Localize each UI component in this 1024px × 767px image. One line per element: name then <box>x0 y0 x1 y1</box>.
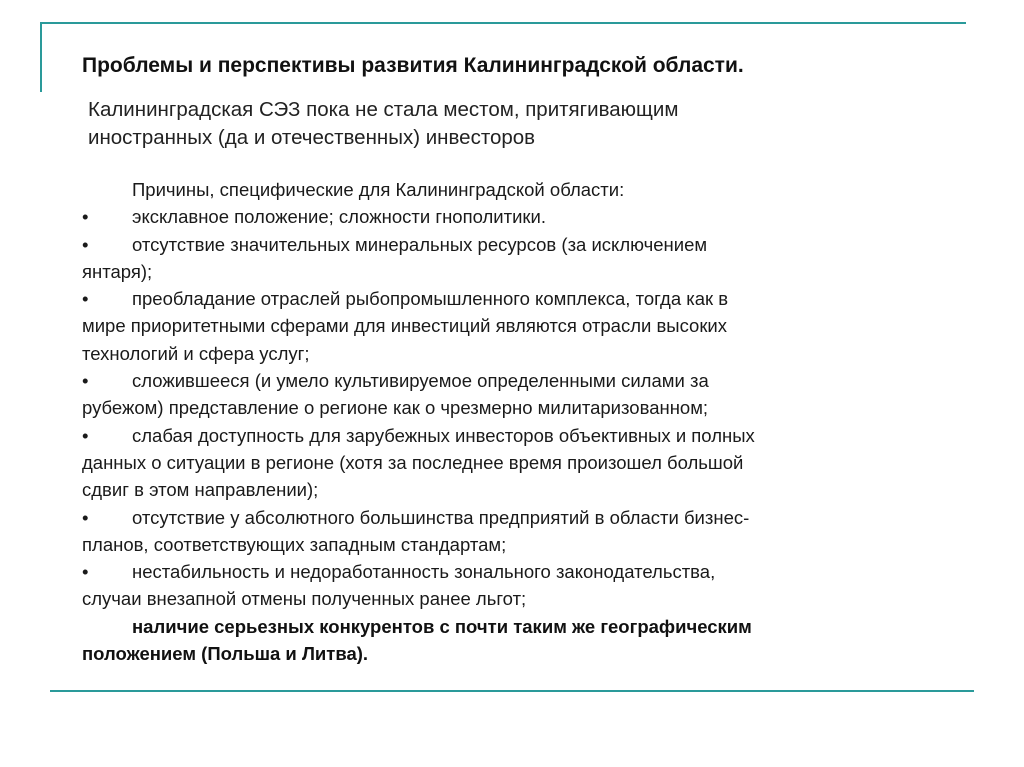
list-item-continuation: сдвиг в этом направлении); <box>82 479 319 501</box>
list-item-continuation: технологий и сфера услуг; <box>82 342 310 364</box>
list-item-continuation: мире приоритетными сферами для инвестиций являются отрасли высоких <box>82 315 728 337</box>
bullet-icon: • <box>82 424 89 446</box>
list-item-continuation: рубежом) представление о регионе как о чрезмерно милитаризованном; <box>82 397 709 419</box>
reasons-list <box>82 176 932 667</box>
list-item-continuation: случаи внезапной отмены полученных ранее льгот; <box>82 588 527 610</box>
slide-subtitle <box>88 96 948 152</box>
list-item-continuation: данных о ситуации в регионе (хотя за последнее время произошел большой <box>82 451 744 473</box>
list-item: • сложившееся (и умело культивируемое определенными силами за <box>82 367 932 394</box>
list-item-continuation: планов, соответствующих западным стандартам; <box>82 533 507 555</box>
conclusion-text: положением (Польша и Литва). <box>82 643 369 665</box>
bullet-icon: • <box>82 288 89 310</box>
list-item: • слабая доступность для зарубежных инвесторов объективных и полных <box>82 422 932 449</box>
reasons-intro: Причины, специфические для Калининградской области: <box>132 179 625 200</box>
list-item-continuation: янтаря); <box>82 260 153 282</box>
bullet-icon: • <box>82 506 89 528</box>
list-item: • отсутствие значительных минеральных ресурсов (за исключением <box>82 231 932 258</box>
top-rule <box>40 22 966 24</box>
list-item: • нестабильность и недоработанность зонального законодательства, <box>82 558 932 585</box>
bullet-icon: • <box>82 370 89 392</box>
conclusion-text: наличие серьезных конкурентов с почти таким же географическим <box>132 615 752 637</box>
subtitle-line: Калининградская СЭЗ пока не стала местом, притягивающим <box>88 98 679 121</box>
list-item: • отсутствие у абсолютного большинства предприятий в области бизнес- <box>82 504 932 531</box>
bullet-icon: • <box>82 561 89 583</box>
list-item: • эксклавное положение; сложности гнополитики. <box>82 203 932 230</box>
left-rule <box>40 22 42 92</box>
bullet-icon: • <box>82 206 89 228</box>
slide-title: Проблемы и перспективы развития Калининградской области. <box>82 54 744 77</box>
bottom-rule <box>50 690 974 692</box>
list-item: • преобладание отраслей рыбопромышленного комплекса, тогда как в <box>82 285 932 312</box>
subtitle-line: иностранных (да и отечественных) инвесторов <box>88 126 536 149</box>
bullet-icon: • <box>82 233 89 255</box>
